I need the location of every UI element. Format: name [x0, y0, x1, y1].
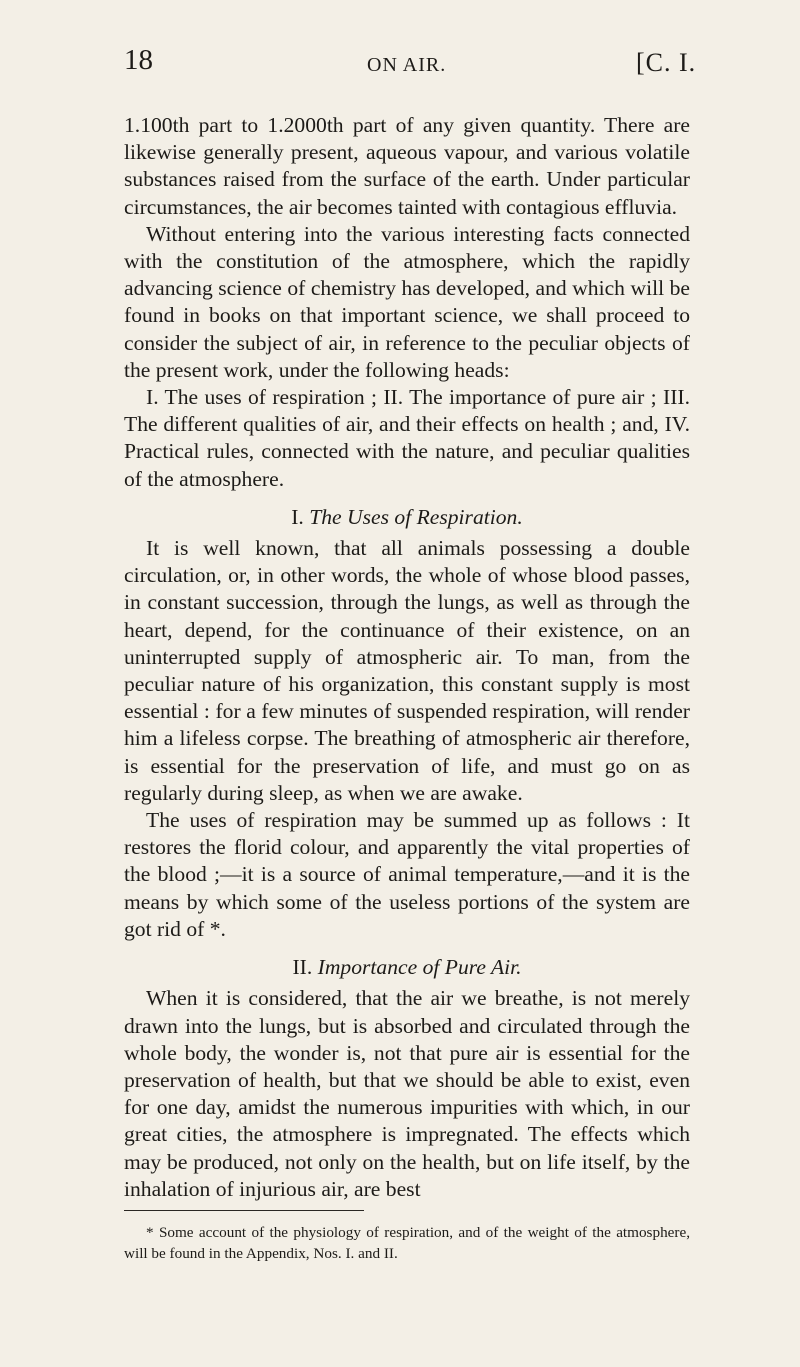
footnote	[124, 1222, 690, 1264]
footnote-divider	[124, 1210, 364, 1211]
paragraph-heads-list: I. The uses of respiration ; II. The importance of pure air ; III. The different qualities of air, and their effects on health ; and, IV. Practical rules, connected with the nature, and peculiar qualities of the atmosphere.	[124, 385, 690, 491]
paragraph-respiration-1: It is well known, that all animals possessing a double circulation, or, in other words, the whole of whose blood passes, in constant succession, through the lungs, as well as through the heart, depend, for the continuance of their existence, on an uninterrupted supply of atmospheric air. To man, from the peculiar nature of his organization, this constant supply is most essential : for a few minutes of suspended respiration, will render him a lifeless corpse. The breathing of atmospheric air therefore, is essential for the preservation of life, and must go on as regularly during sleep, as when we are awake.	[124, 536, 690, 805]
paragraph-pure-air-1: When it is considered, that the air we breathe, is not merely drawn into the lungs, but is absorbed and circulated through the whole body, the wonder is, not that pure air is essential for the preservation of health, but that we should be able to exist, even for one day, amidst the numerous impurities with which, in our great cities, the atmosphere is impregnated. The effects which may be produced, not only on the health, but on life itself, by the inhalation of injurious air, are best	[124, 986, 690, 1201]
section-title: Importance of Pure Air.	[317, 955, 522, 980]
section-heading-respiration	[124, 504, 690, 531]
page-body	[124, 112, 690, 1203]
section-numeral: I.	[291, 504, 304, 529]
section-numeral: II.	[292, 955, 313, 980]
paragraph-intro: Without entering into the various interesting facts connected with the constitution of the atmosphere, which the rapidly advancing science of chemistry has developed, and which will be found in books on that important science, we shall proceed to consider the subject of air, in reference to the peculiar objects of the present work, under the following heads:	[124, 221, 690, 382]
paragraph-respiration-2: The uses of respiration may be summed up as follows : It restores the florid colour, and apparently the vital properties of the blood ;—it is a source of animal temperature,—and it is the means by which some of the useless portions of the system are got rid of *.	[124, 808, 690, 941]
section-title: The Uses of Respiration.	[309, 504, 523, 529]
page-header	[0, 44, 800, 84]
footnote-text: * Some account of the physiology of respiration, and of the weight of the atmosphere, will be found in the Appendix, Nos. I. and II.	[124, 1224, 690, 1262]
paragraph-continuation: 1.100th part to 1.2000th part of any given quantity. There are likewise generally present, aqueous vapour, and various volatile substances raised from the surface of the earth. Under particular circumstances, the air becomes tainted with contagious effluvia.	[124, 113, 690, 219]
running-head: ON AIR.	[367, 54, 447, 76]
section-heading-pure-air	[124, 954, 690, 981]
page-number: 18	[124, 44, 153, 76]
section-reference: [C. I.	[636, 48, 697, 77]
